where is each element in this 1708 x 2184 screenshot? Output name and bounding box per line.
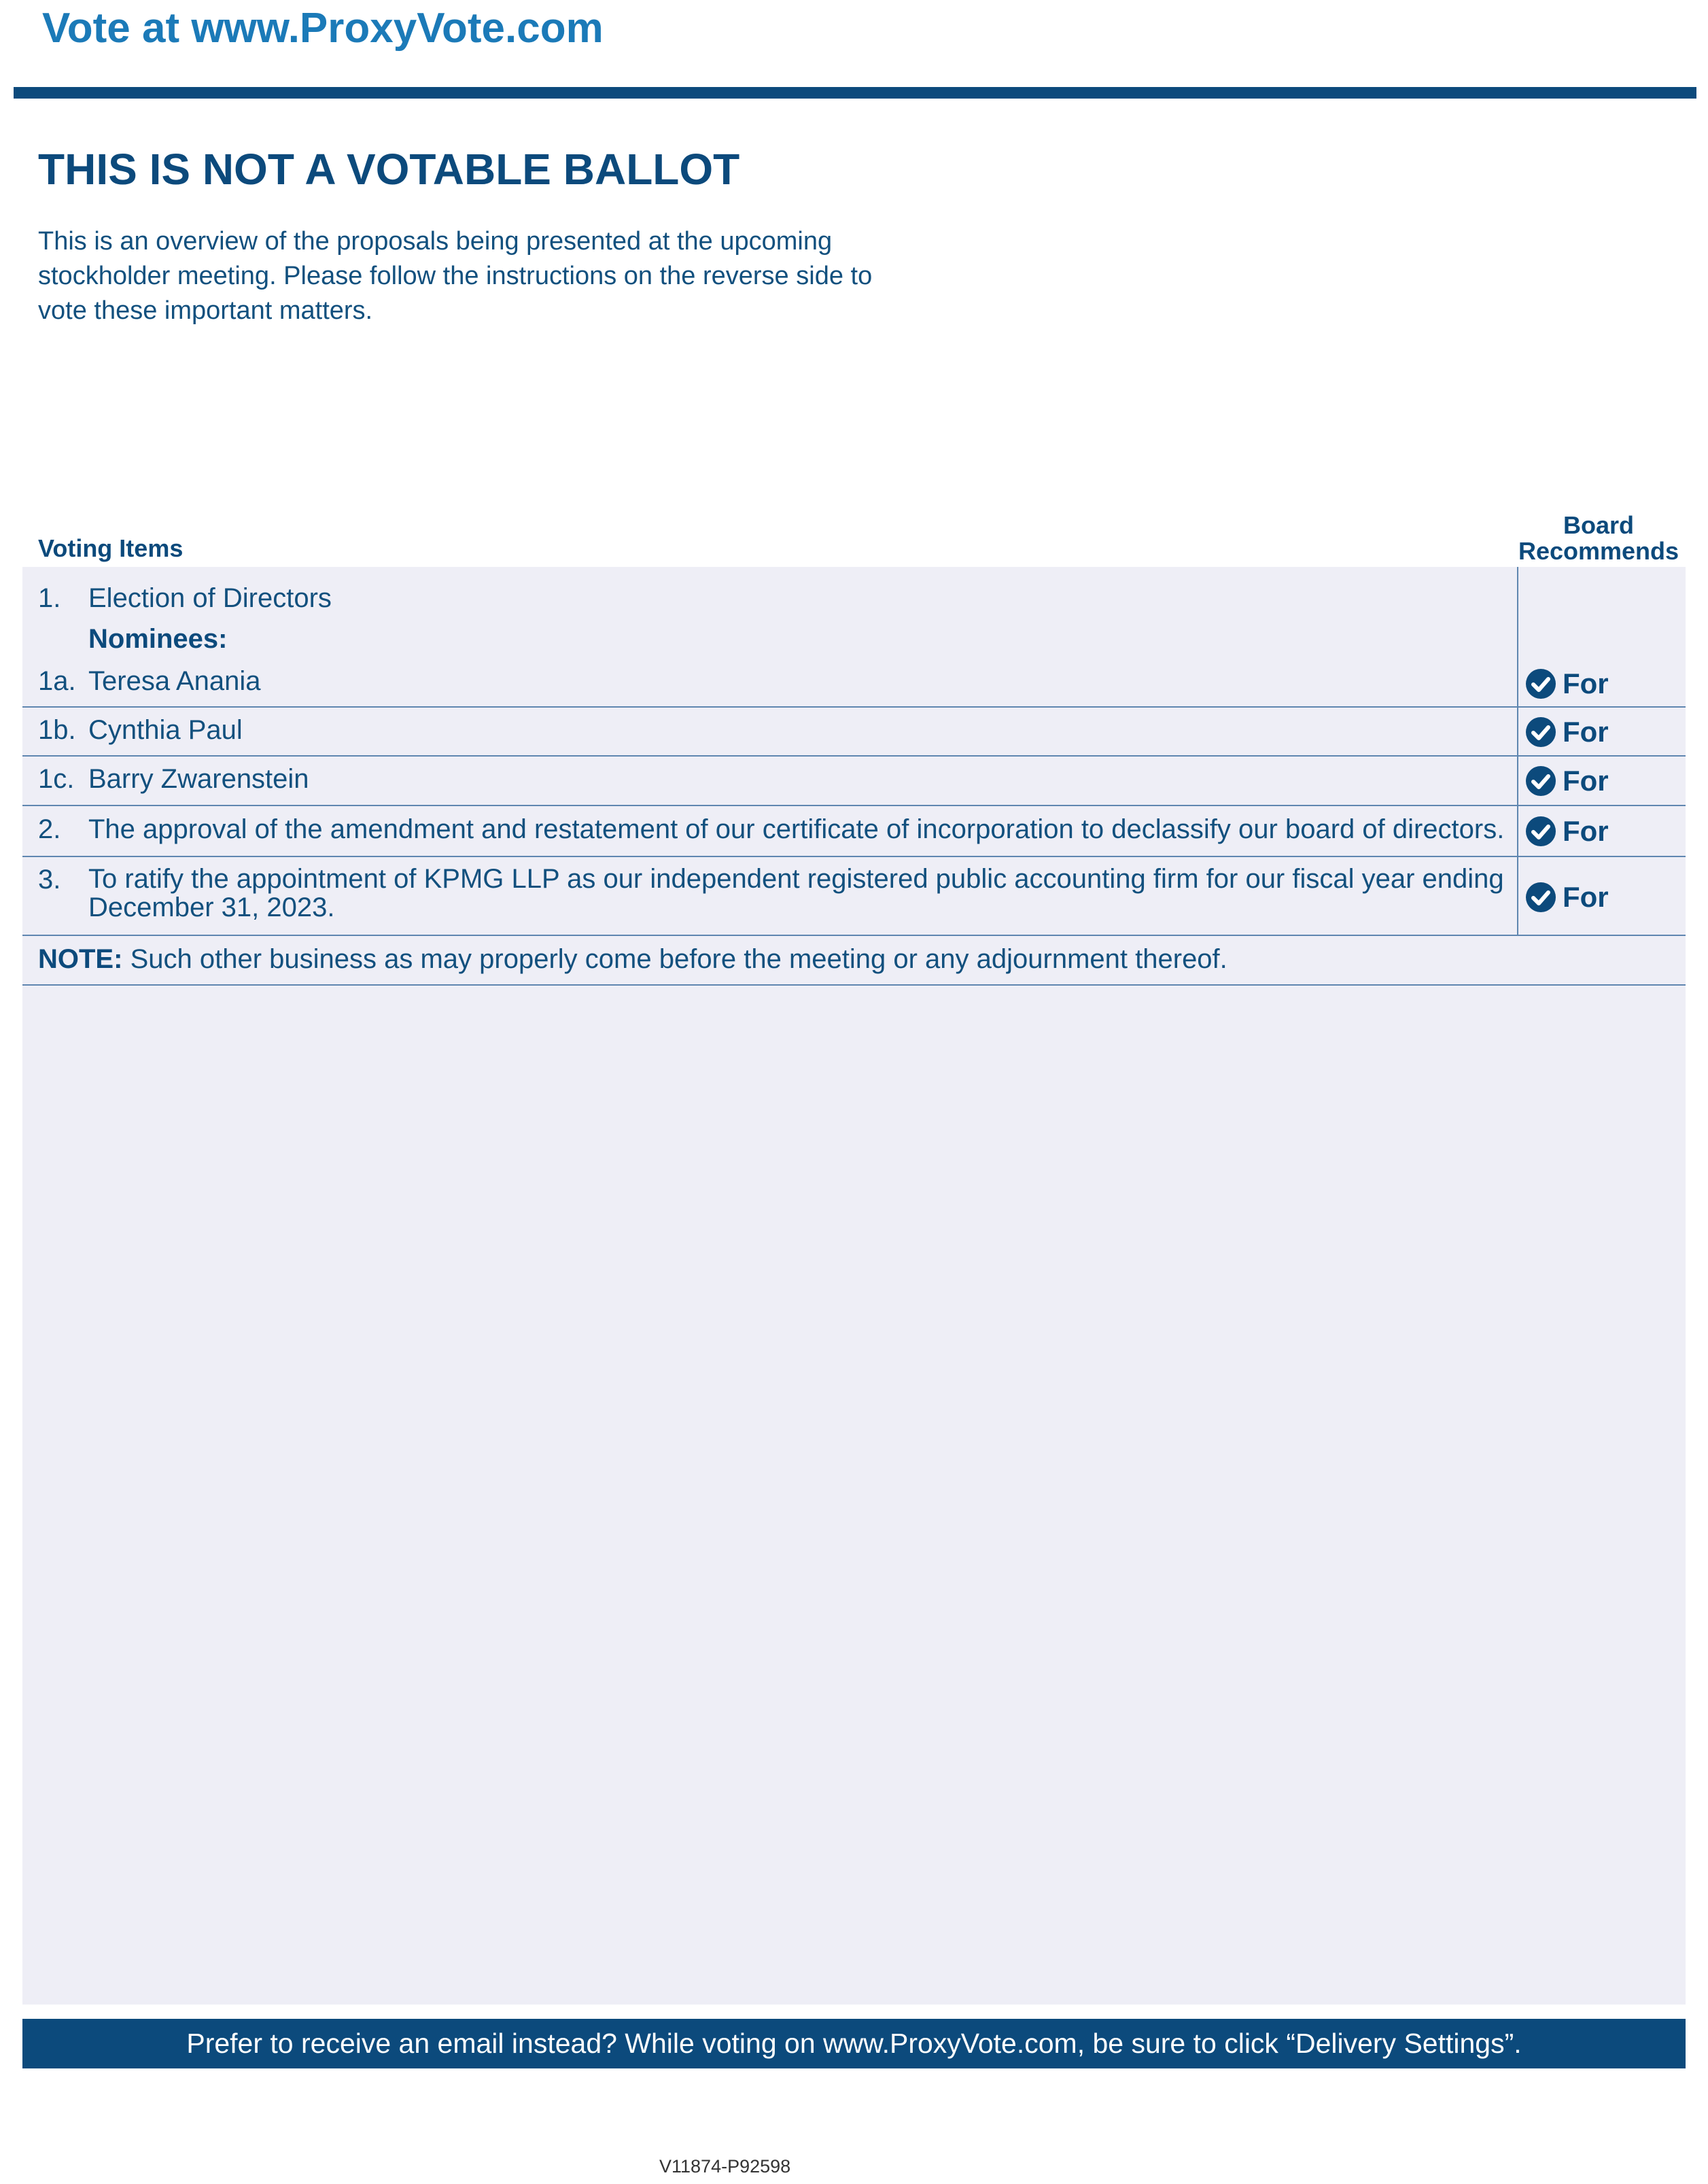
row-number: 1. bbox=[38, 583, 61, 613]
row-divider bbox=[22, 706, 1686, 708]
check-circle-icon bbox=[1526, 717, 1556, 747]
footer-text: Prefer to receive an email instead? While voting on www.ProxyVote.com, be sure to click “Delivery Settings”. bbox=[186, 2028, 1522, 2059]
column-divider bbox=[1517, 567, 1518, 935]
voting-items-header: Voting Items bbox=[38, 534, 184, 562]
document-code: V11874-P92598 bbox=[659, 2156, 791, 2177]
row-divider bbox=[22, 856, 1686, 857]
note-text: Such other business as may properly come before the meeting or any adjournment thereof. bbox=[130, 944, 1227, 974]
recommendation bbox=[1526, 815, 1609, 848]
row-number: 3. bbox=[38, 865, 61, 895]
recommendation bbox=[1526, 765, 1609, 797]
page-title: THIS IS NOT A VOTABLE BALLOT bbox=[38, 145, 740, 194]
recommendation bbox=[1526, 716, 1609, 748]
nominee-name: Cynthia Paul bbox=[88, 715, 243, 745]
recommendation-label: For bbox=[1563, 668, 1609, 699]
nominees-label: Nominees: bbox=[88, 624, 228, 654]
row-number: 1c. bbox=[38, 764, 75, 794]
row-number: 1b. bbox=[38, 715, 76, 745]
row-text: Election of Directors bbox=[88, 583, 332, 613]
proposal-text: The approval of the amendment and restatement of our certificate of incorporation to declassify our board of directors. bbox=[88, 814, 1505, 844]
recommendation bbox=[1526, 668, 1609, 700]
recommendation-label: For bbox=[1563, 881, 1609, 913]
row-number: 1a. bbox=[38, 666, 76, 696]
recommendation-label: For bbox=[1563, 765, 1609, 797]
note bbox=[38, 944, 1227, 975]
note-label: NOTE: bbox=[38, 944, 123, 974]
recommendation bbox=[1526, 881, 1609, 914]
proposal-text: To ratify the appointment of KPMG LLP as our independent registered public accounting firm for our fiscal year ending December 31, 2023. bbox=[88, 864, 1504, 922]
header-rule bbox=[14, 87, 1696, 99]
check-circle-icon bbox=[1526, 882, 1556, 912]
recommendation-label: For bbox=[1563, 716, 1609, 748]
row-divider bbox=[22, 755, 1686, 757]
check-circle-icon bbox=[1526, 669, 1556, 699]
row-divider bbox=[22, 984, 1686, 986]
nominee-name: Teresa Anania bbox=[88, 666, 261, 696]
nominee-name: Barry Zwarenstein bbox=[88, 764, 309, 794]
recommendation-label: For bbox=[1563, 815, 1609, 847]
proxyvote-link[interactable]: Vote at www.ProxyVote.com bbox=[42, 5, 604, 52]
board-recommends-header: Board Recommends bbox=[1518, 511, 1679, 565]
check-circle-icon bbox=[1526, 766, 1556, 796]
footer-bar bbox=[22, 2019, 1686, 2068]
row-divider bbox=[22, 935, 1686, 936]
intro-text: This is an overview of the proposals being presented at the upcoming stockholder meeting. Please follow the instructions on the reverse side to vote these important matters. bbox=[38, 227, 873, 325]
row-number: 2. bbox=[38, 814, 61, 844]
row-divider bbox=[22, 805, 1686, 806]
check-circle-icon bbox=[1526, 816, 1556, 846]
